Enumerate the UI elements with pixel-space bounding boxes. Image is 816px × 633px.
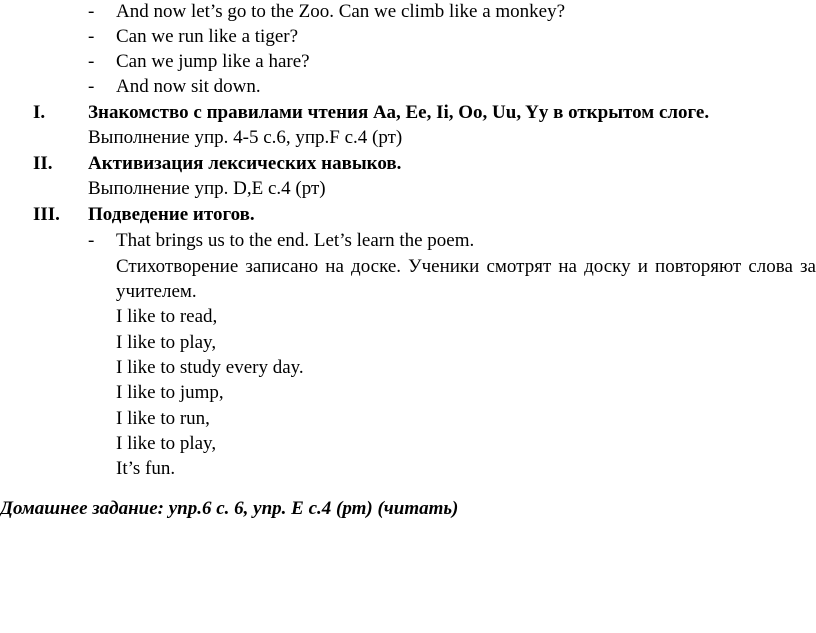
dash-marker: -: [88, 76, 95, 97]
dialogue-text: That brings us to the end. Let’s learn the poem.: [116, 230, 475, 251]
section-detail-text: Выполнение упр. 4-5 с.6, упр.F с.4 (рт): [88, 127, 403, 148]
section-title: Активизация лексических навыков.: [88, 153, 402, 174]
section-number: II.: [33, 153, 53, 174]
poem-text: It’s fun.: [116, 458, 176, 479]
dash-marker: -: [88, 51, 95, 72]
dash-marker: -: [88, 26, 95, 47]
dash-marker: -: [88, 1, 95, 22]
poem-text: I like to study every day.: [116, 357, 304, 378]
section-title: Подведение итогов.: [88, 204, 255, 225]
dialogue-text: Can we run like a tiger?: [116, 26, 299, 47]
teacher-note-text: учителем.: [116, 281, 197, 302]
poem-text: I like to read,: [116, 306, 218, 327]
dialogue-text: And now sit down.: [116, 76, 261, 97]
poem-text: I like to play,: [116, 332, 217, 353]
dialogue-text: And now let’s go to the Zoo. Can we climb like a monkey?: [116, 1, 566, 22]
dash-marker: -: [88, 230, 95, 251]
poem-text: I like to play,: [116, 433, 217, 454]
poem-text: I like to jump,: [116, 382, 224, 403]
poem-text: I like to run,: [116, 408, 210, 429]
homework-line: [0, 498, 458, 520]
section-title: Знакомство с правилами чтения Аа, Ee, Ii, Oo, Uu, Yy в открытом слоге.: [88, 102, 710, 123]
section-detail-text: Выполнение упр. D,E с.4 (рт): [88, 178, 326, 199]
dialogue-text: Can we jump like a hare?: [116, 51, 310, 72]
homework-text: Домашнее задание: упр.6 с. 6, упр. Е с.4 (рт) (читать): [0, 498, 459, 519]
teacher-note-text: Стихотворение записано на доске. Ученики смотрят на доску и повторяют слова за: [116, 256, 816, 277]
section-number: I.: [33, 102, 46, 123]
section-number: III.: [33, 204, 60, 225]
